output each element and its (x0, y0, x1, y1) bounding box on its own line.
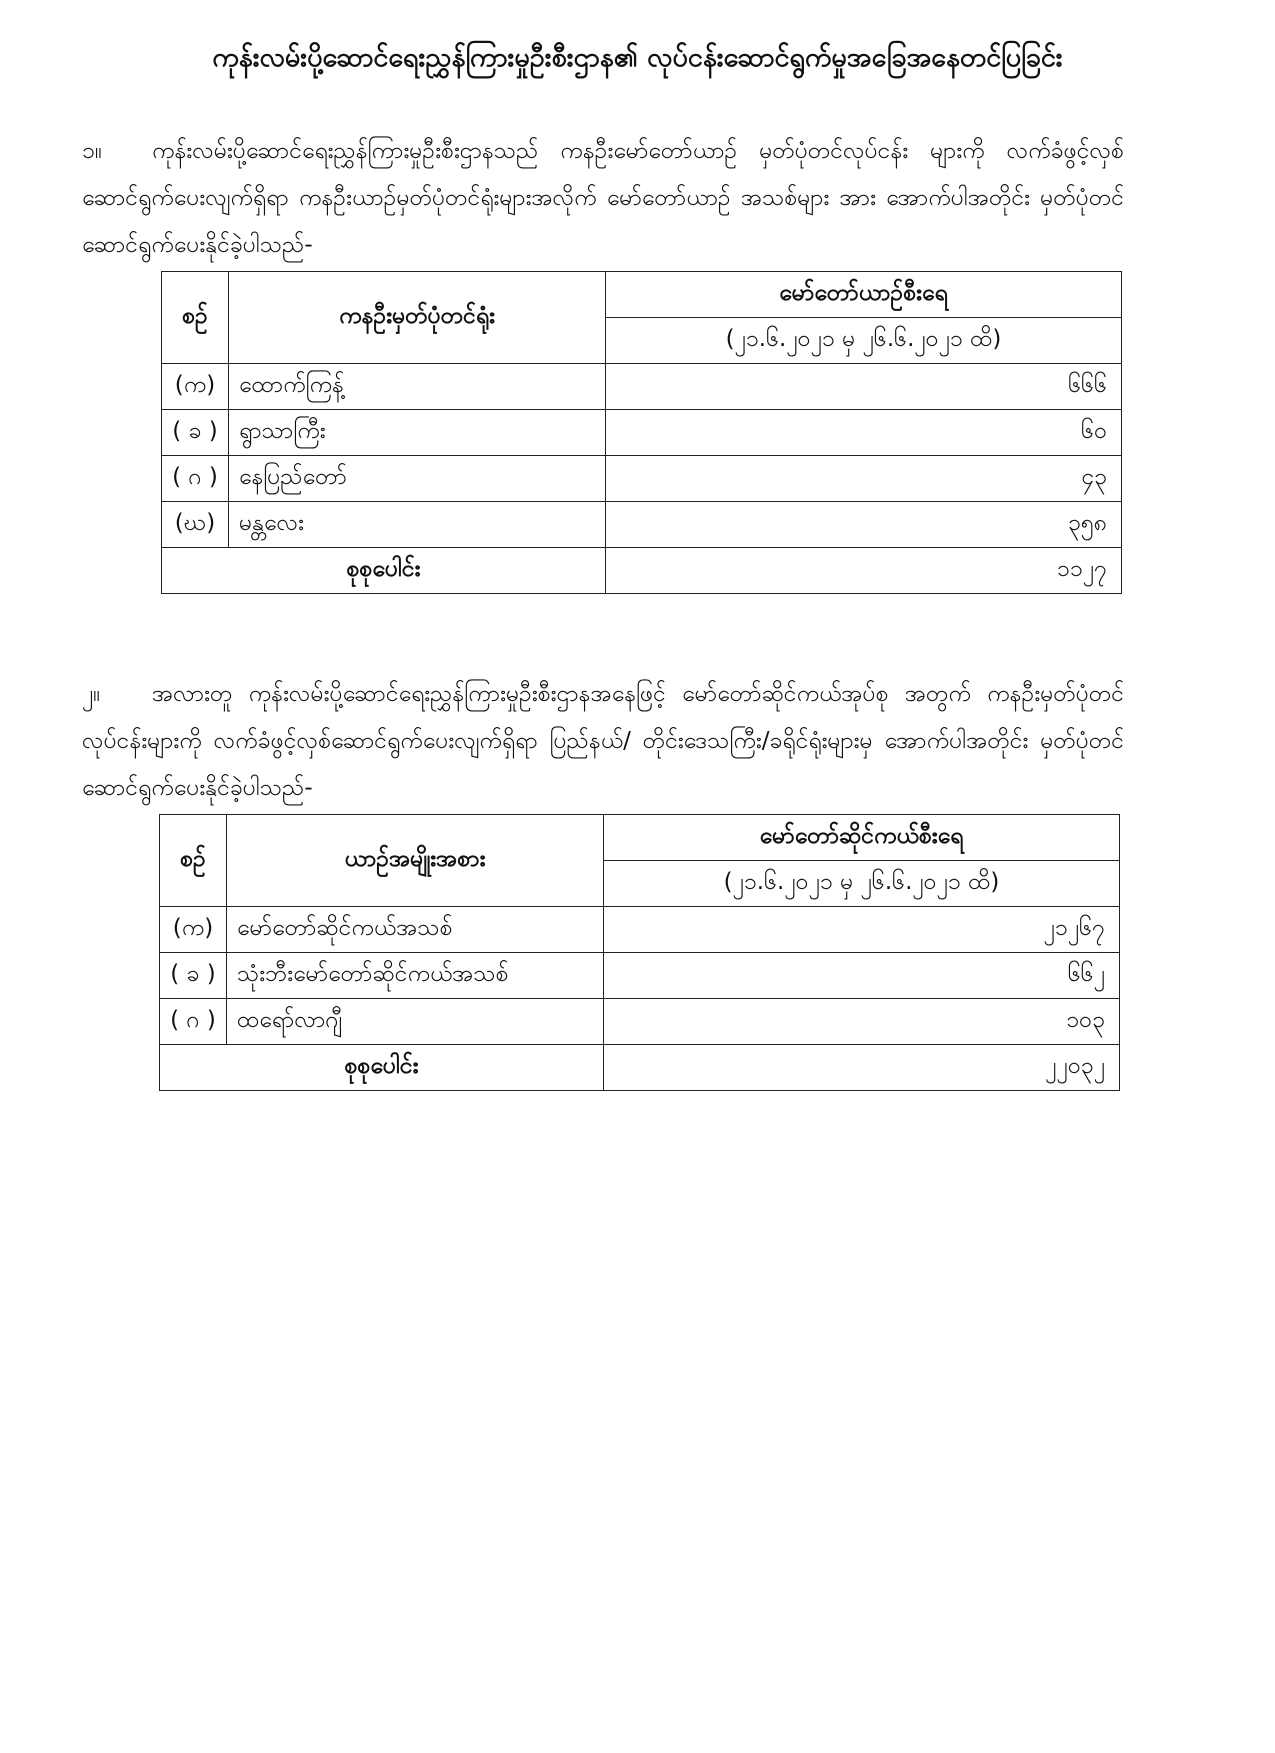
row-value: ၄၃ (606, 456, 1122, 502)
total-value: ၂၂၀၃၂ (604, 1045, 1120, 1091)
row-office: ရွာသာကြီး (229, 410, 606, 456)
col-header-office: ကနဦးမှတ်ပုံတင်ရုံး (229, 272, 606, 364)
table-row (162, 456, 1122, 502)
row-value: ၂၁၂၆၇ (604, 907, 1120, 953)
row-vehicle-type: ထရော်လာဂျီ (227, 999, 604, 1045)
table-header-row (160, 815, 1120, 861)
total-label: စုစုပေါင်း (160, 1045, 604, 1091)
registration-office-table (161, 271, 1122, 594)
document-title: ကုန်းလမ်းပို့ဆောင်ရေးညွှန်ကြားမှုဦးစီးဌာန၏ လုပ်ငန်းဆောင်ရွက်မှုအခြေအနေတင်ပြခြင်း (212, 42, 1063, 73)
table-row (162, 364, 1122, 410)
total-value: ၁၁၂၇ (606, 548, 1122, 594)
table-row (162, 502, 1122, 548)
row-vehicle-type: မော်တော်ဆိုင်ကယ်အသစ် (227, 907, 604, 953)
col-header-period: (၂၁.၆.၂၀၂၁ မှ ၂၆.၆.၂၀၂၁ ထိ) (606, 318, 1122, 364)
col-header-vehicle-count: မော်တော်ယာဉ်စီးရေ (606, 272, 1122, 318)
row-office: မန္တလေး (229, 502, 606, 548)
section-1-text: ကုန်းလမ်းပို့ဆောင်ရေးညွှန်ကြားမှုဦးစီးဌာနသည် ကနဦးမော်တော်ယာဉ် မှတ်ပုံတင်လုပ်ငန်း များကို လက်ခံဖွင့်လှစ်ဆောင်ရွက်ပေးလျက်ရှိရာ ကနဦးယာဉ်မှတ်ပုံတင်ရုံးများအလိုက် မော်တော်ယာဉ် အသစ်များ အား အောက်ပါအတိုင်း မှတ်ပုံတင်ဆောင်ရွက်ပေးနိုင်ခဲ့ပါသည်- (82, 138, 1124, 258)
row-vehicle-type: သုံးဘီးမော်တော်ဆိုင်ကယ်အသစ် (227, 953, 604, 999)
total-label: စုစုပေါင်း (162, 548, 606, 594)
row-value: ၆၀ (606, 410, 1122, 456)
row-value: ၃၅၈ (606, 502, 1122, 548)
row-value: ၆၆၂ (604, 953, 1120, 999)
table-row (160, 999, 1120, 1045)
table-row (160, 953, 1120, 999)
row-index: ( ဂ ) (162, 456, 229, 502)
row-index: ( ခ ) (162, 410, 229, 456)
col-header-motorcycle-count: မော်တော်ဆိုင်ကယ်စီးရေ (604, 815, 1120, 861)
row-index: (က) (162, 364, 229, 410)
row-index: ( ဂ ) (160, 999, 227, 1045)
section-1-paragraph (82, 128, 1124, 269)
section-2-number: ၂။ (82, 681, 101, 707)
table-total-row (162, 548, 1122, 594)
col-header-vehicle-type: ယာဉ်အမျိုးအစား (227, 815, 604, 907)
vehicle-type-table (159, 814, 1120, 1091)
table-header-row (162, 272, 1122, 318)
table-row (162, 410, 1122, 456)
row-value: ၆၆၆ (606, 364, 1122, 410)
row-value: ၁၀၃ (604, 999, 1120, 1045)
section-2-paragraph (82, 671, 1124, 812)
row-office: ထောက်ကြန့် (229, 364, 606, 410)
row-office: နေပြည်တော် (229, 456, 606, 502)
section-2-text: အလားတူ ကုန်းလမ်းပို့ဆောင်ရေးညွှန်ကြားမှုဦးစီးဌာနအနေဖြင့် မော်တော်ဆိုင်ကယ်အုပ်စု အတွက် ကနဦးမှတ်ပုံတင်လုပ်ငန်းများကို လက်ခံဖွင့်လှစ်ဆောင်ရွက်ပေးလျက်ရှိရာ ပြည်နယ်/ တိုင်းဒေသကြီး/ခရိုင်ရုံးများမှ အောက်ပါအတိုင်း မှတ်ပုံတင်ဆောင်ရွက်ပေးနိုင်ခဲ့ပါသည်- (82, 681, 1124, 801)
row-index: ( ခ ) (160, 953, 227, 999)
row-index: (က) (160, 907, 227, 953)
table-row (160, 907, 1120, 953)
section-1-number: ၁။ (82, 138, 102, 164)
table-total-row (160, 1045, 1120, 1091)
col-header-index: စဉ် (162, 272, 229, 364)
col-header-period: (၂၁.၆.၂၀၂၁ မှ ၂၆.၆.၂၀၂၁ ထိ) (604, 861, 1120, 907)
col-header-index: စဉ် (160, 815, 227, 907)
row-index: (ဃ) (162, 502, 229, 548)
